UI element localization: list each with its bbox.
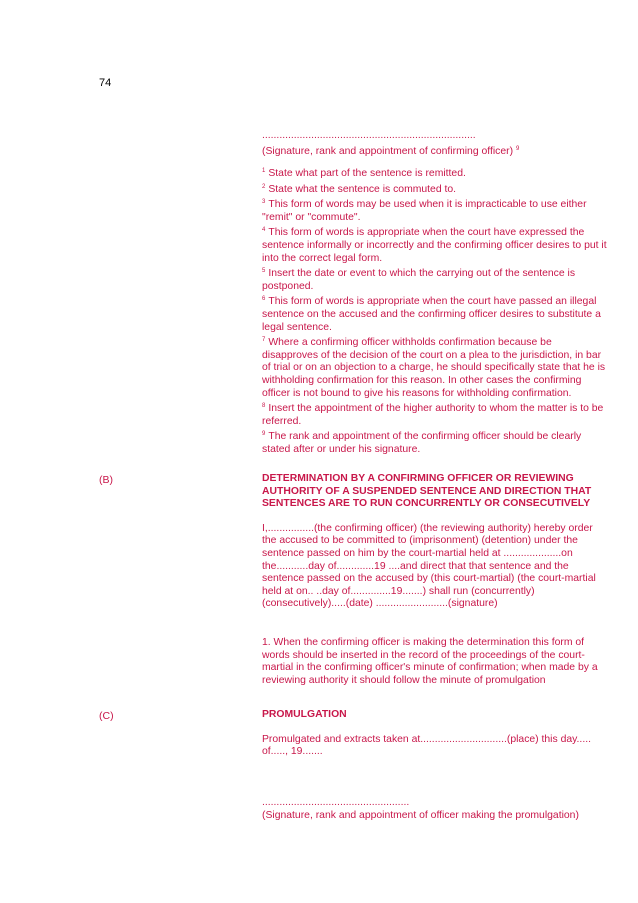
footnote-item (262, 181, 607, 197)
footnote-number: 7 (262, 337, 266, 344)
section-marker-c: (C) (99, 710, 114, 722)
footnote-item (262, 400, 607, 428)
section-c-heading: PROMULGATION (262, 709, 347, 720)
footnote-text: State what part of the sentence is remitted. (268, 168, 466, 179)
footnote-text: This form of words may be used when it is impracticable to use either "remit" or "commute". (262, 199, 587, 223)
footnote-text: This form of words is appropriate when the court have expressed the sentence informally or incorrectly and the confirming officer desires to put it into the correct legal form. (262, 227, 607, 264)
footnote-number: 5 (262, 268, 266, 275)
footnote-text: Where a confirming officer withholds confirmation because be disapproves of the decision of the court on a plea to the jurisdiction, in bar of trial or on an objection to a charge, he should specifically state that he is withholding confirmation for this reason. In other cases the confirming officer is not bound to give his reasons for withholding confirmation. (262, 337, 606, 399)
footnote-number: 1 (262, 168, 266, 174)
footnote-item (262, 334, 607, 400)
signature-line: .......................................................................... (262, 130, 476, 141)
section-marker-b: (B) (99, 474, 113, 486)
section-b-note: 1. When the confirming officer is making the determination this form of words should be inserted in the record of the proceedings of the court-martial in the confirming officer's minute of confirmation; when made by a reviewing authority it should follow the minute of promulgation (262, 636, 598, 686)
footnote-item (262, 428, 607, 456)
footnote-number: 6 (262, 296, 266, 303)
footnote-text: The rank and appointment of the confirming officer should be clearly stated after or under his signature. (262, 431, 582, 455)
footnote-item (262, 196, 607, 224)
footnote-text: Insert the date or event to which the carrying out of the sentence is postponed. (262, 268, 576, 292)
footnote-text: This form of words is appropriate when the court have passed an illegal sentence on the accused and the confirming officer desires to substitute a legal sentence. (262, 296, 601, 333)
section-b (262, 473, 607, 687)
promulgation-signature-block (262, 797, 607, 822)
signature-caption: (Signature, rank and appointment of confirming officer) $^9$ (262, 145, 520, 157)
section-c (262, 709, 607, 759)
footnote-item (262, 165, 607, 181)
footnote-reference: 9 (515, 145, 520, 152)
footnote-number: 9 (262, 431, 266, 438)
section-b-heading: DETERMINATION BY A CONFIRMING OFFICER OR REVIEWING AUTHORITY OF A SUSPENDED SENTENCE AND DIRECTION THAT SENTENCES ARE TO RUN CONCURRENTLY OR CONSECUTIVELY (262, 473, 592, 510)
section-b-body: I,................(the confirming officer) (the reviewing authority) hereby order the accused to be committed to (imprisonment) (detention) under the sentence passed on him by the court-martial held at ....................on the...........day of.............19 ....and direct that that sentence and the sentence passed on the accused by (this court-martial) (the court-martial held at on.. ..day of..............19.......) shall run (concurrently) (consecutively).....(date) .........................(signature) (262, 522, 596, 610)
footnote-number: 8 (262, 403, 266, 410)
footnote-number: 2 (262, 183, 266, 190)
footnote-item (262, 224, 607, 265)
footnote-text: Insert the appointment of the higher authority to whom the matter is to be referred. (262, 403, 604, 427)
footnote-number: 3 (262, 199, 266, 206)
page-number: 74 (99, 77, 112, 89)
promulgation-signature-caption: (Signature, rank and appointment of officer making the promulgation) (262, 809, 579, 821)
promulgation-signature-line: ................................................... (262, 797, 410, 808)
footnote-item (262, 293, 607, 334)
section-c-body: Promulgated and extracts taken at..............................(place) this day..... of....., 19....... (262, 733, 591, 758)
footnotes-list (262, 165, 607, 456)
footnote-text: State what the sentence is commuted to. (268, 183, 457, 195)
confirming-officer-signature-block (262, 130, 607, 158)
footnote-item (262, 265, 607, 293)
footnote-number: 4 (262, 227, 266, 234)
